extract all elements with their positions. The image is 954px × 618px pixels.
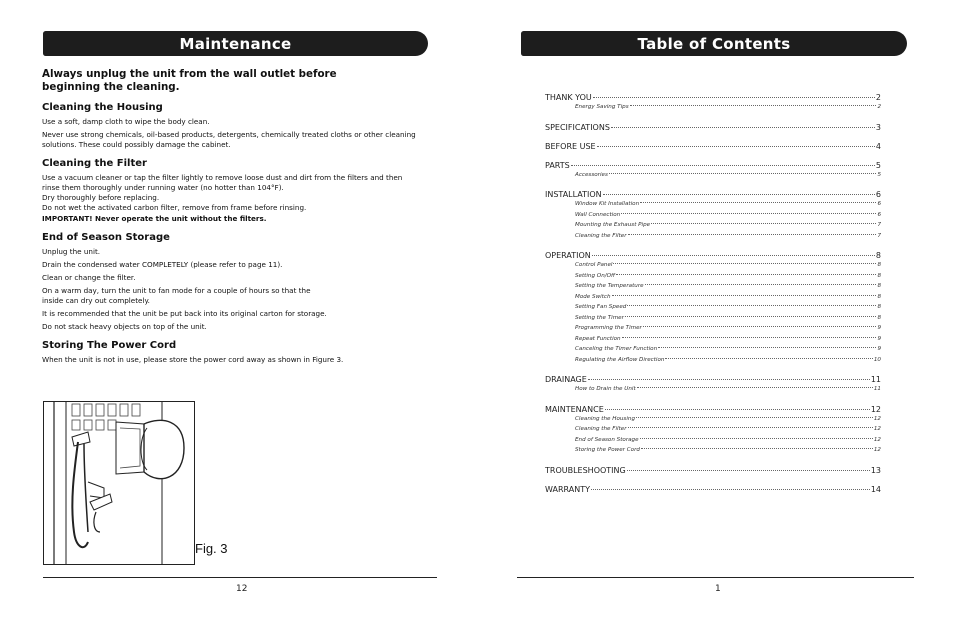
instruction-line: Drain the condensed water COMPLETELY (please refer to page 11). (42, 260, 283, 269)
toc-entry-page: 6 (877, 211, 881, 218)
instruction-line: Use a soft, damp cloth to wipe the body clean. (42, 117, 210, 126)
toc-entry-label: INSTALLATION (545, 190, 602, 199)
unplug-warning: Always unplug the unit from the wall outlet before beginning the cleaning. (42, 68, 337, 93)
toc-leader-dots (591, 489, 870, 490)
section-title: Cleaning the Filter (42, 158, 147, 169)
toc-leader-dots (613, 263, 876, 264)
toc-entry-page: 10 (873, 356, 881, 363)
toc-entry-label: Cleaning the Filter (575, 232, 627, 239)
toc-entry[interactable] (545, 283, 881, 294)
toc-entry-page: 5 (877, 171, 881, 178)
toc-entry[interactable] (545, 212, 881, 223)
toc-entry-label: Setting the Temperature (575, 283, 644, 289)
instruction-line: Unplug the unit. (42, 247, 101, 256)
instruction-line: On a warm day, turn the unit to fan mode for a couple of hours so that the inside can dry out completely. (42, 286, 311, 305)
toc-entry[interactable] (545, 123, 881, 134)
toc-entry-label: OPERATION (545, 251, 591, 260)
toc-entry[interactable] (545, 190, 881, 201)
footer-rule (43, 577, 437, 578)
toc-entry-page: 8 (877, 262, 881, 268)
toc-entry-label: THANK YOU (545, 93, 592, 102)
toc-entry-page: 11 (873, 386, 881, 392)
toc-entry-page: 12 (873, 415, 881, 422)
toc-leader-dots (621, 213, 876, 214)
toc-entry-label: BEFORE USE (545, 141, 596, 151)
section-title: Cleaning the Housing (42, 102, 163, 113)
toc-leader-dots (636, 417, 873, 418)
toc-entry-page: 13 (870, 465, 881, 475)
toc-entry-label: Energy Saving Tips (575, 104, 629, 110)
toc-entry-page: 8 (877, 293, 881, 300)
toc-entry[interactable] (545, 426, 881, 437)
toc-entry-page: 6 (875, 190, 881, 199)
page-number: 1 (715, 584, 721, 594)
toc-leader-dots (605, 409, 870, 410)
toc-entry-label: Control Panel (575, 262, 613, 268)
right-page (477, 0, 954, 618)
toc-entry-label: DRAINAGE (545, 375, 587, 384)
toc-entry[interactable] (545, 172, 881, 183)
toc-leader-dots (611, 127, 875, 128)
toc-entry[interactable] (545, 447, 881, 458)
power-cord-storage-figure (43, 401, 195, 565)
toc-entry[interactable] (545, 466, 881, 477)
toc-leader-dots (630, 105, 877, 106)
toc-entry-label: Cleaning the Housing (575, 415, 635, 422)
toc-entry-label: Setting the Timer (575, 314, 624, 321)
toc-entry[interactable] (545, 375, 881, 386)
toc-entry-page: 3 (875, 122, 881, 132)
toc-entry[interactable] (545, 161, 881, 172)
toc-entry-label: WARRANTY (545, 484, 590, 494)
toc-leader-dots (612, 295, 877, 296)
toc-entry-page: 11 (870, 375, 881, 384)
section-storing-power-cord (42, 340, 417, 365)
toc-entry-label: SPECIFICATIONS (545, 122, 610, 132)
toc-entry[interactable] (545, 294, 881, 305)
toc-entry-label: Mode Switch (575, 293, 611, 300)
toc-entry-label: Repeat Function (575, 335, 621, 342)
toc-leader-dots (627, 470, 870, 471)
toc-leader-dots (627, 305, 876, 306)
toc-entry-page: 8 (877, 314, 881, 321)
toc-entry-page: 7 (877, 232, 881, 239)
toc-entry[interactable] (545, 437, 881, 448)
toc-entry-label: Mounting the Exhaust Pipe (575, 222, 651, 228)
toc-leader-dots (640, 438, 873, 439)
toc-entry[interactable] (545, 325, 881, 336)
power-cord-illustration (44, 402, 194, 564)
toc-entry-page: 9 (877, 335, 881, 342)
toc-entry-label: TROUBLESHOOTING (545, 465, 626, 475)
toc-entry-page: 8 (877, 272, 881, 279)
toc-entry-page: 12 (873, 436, 881, 443)
toc-entry-label: Canceling the Timer Function (575, 346, 658, 352)
toc-leader-dots (588, 379, 870, 380)
toc-leader-dots (592, 255, 875, 256)
toc-entry[interactable] (545, 336, 881, 347)
toc-entry-label: Regulating the Airflow Direction (575, 356, 665, 363)
toc-entry-label: PARTS (545, 160, 570, 170)
toc-leader-dots (651, 223, 876, 224)
section-end-of-season-storage (42, 232, 417, 332)
toc-leader-dots (628, 427, 873, 428)
toc-entry-label: How to Drain the Unit (575, 386, 636, 392)
toc-leader-dots (593, 97, 875, 98)
toc-entry-page: 9 (877, 346, 881, 352)
toc-entry-page: 2 (877, 104, 881, 110)
toc-entry-page: 12 (870, 404, 881, 414)
toc-entry-page: 9 (877, 325, 881, 331)
toc-entry-label: Programming the Timer (575, 325, 642, 331)
toc-entry-page: 7 (877, 222, 881, 228)
maintenance-banner: Maintenance (43, 31, 428, 56)
toc-entry[interactable] (545, 201, 881, 212)
toc-entry-page: 8 (877, 283, 881, 289)
toc-entry-label: MAINTENANCE (545, 404, 604, 414)
toc-leader-dots (625, 316, 877, 317)
toc-leader-dots (622, 337, 877, 338)
toc-entry[interactable] (545, 273, 881, 284)
toc-entry-page: 14 (870, 484, 881, 494)
toc-entry[interactable] (545, 405, 881, 416)
table-of-contents-banner: Table of Contents (521, 31, 907, 56)
toc-entry[interactable] (545, 233, 881, 244)
instruction-line: It is recommended that the unit be put back into its original carton for storage. (42, 309, 327, 318)
toc-leader-dots (616, 274, 876, 275)
toc-entry-page: 8 (875, 251, 881, 260)
toc-entry-label: Storing the Power Cord (575, 447, 640, 453)
toc-leader-dots (640, 202, 876, 203)
toc-entry-page: 2 (875, 93, 881, 102)
page-number: 12 (236, 584, 248, 594)
instruction-line: Dry thoroughly before replacing. (42, 193, 160, 202)
section-title: Storing The Power Cord (42, 340, 177, 351)
toc-entry[interactable] (545, 416, 881, 427)
figure-label: Fig. 3 (195, 541, 228, 556)
toc-leader-dots (609, 173, 877, 174)
instruction-line: Do not stack heavy objects on top of the unit. (42, 322, 207, 331)
toc-leader-dots (603, 194, 875, 195)
toc-entry-page: 12 (873, 426, 881, 432)
instruction-line: Use a vacuum cleaner or tap the filter lightly to remove loose dust and dirt from the filters and then rinse them thoroughly under running water (no hotter than 104°F). (42, 173, 403, 192)
toc-entry[interactable] (545, 142, 881, 153)
section-cleaning-filter (42, 158, 417, 224)
toc-leader-dots (641, 448, 873, 449)
toc-entry[interactable] (545, 386, 881, 397)
instruction-line: Never use strong chemicals, oil-based products, detergents, chemically treated cloths or other cleaning solutions. These could possibly damage the cabinet. (42, 130, 416, 149)
toc-leader-dots (571, 165, 875, 166)
toc-entry-label: Accessories (575, 171, 608, 178)
toc-leader-dots (658, 347, 876, 348)
toc-leader-dots (665, 358, 872, 359)
toc-entry[interactable] (545, 304, 881, 315)
toc-leader-dots (643, 326, 877, 327)
toc-entry[interactable] (545, 485, 881, 496)
important-note: IMPORTANT! Never operate the unit without the filters. (42, 214, 267, 223)
instruction-line: When the unit is not in use, please store the power cord away as shown in Figure 3. (42, 355, 344, 364)
table-of-contents (545, 93, 881, 496)
section-cleaning-housing (42, 102, 417, 150)
toc-entry[interactable] (545, 222, 881, 233)
toc-entry-label: End of Season Storage (575, 436, 639, 443)
section-title: End of Season Storage (42, 232, 170, 243)
toc-entry[interactable] (545, 262, 881, 273)
toc-entry-label: Cleaning the Filter (575, 426, 627, 432)
toc-entry[interactable] (545, 93, 881, 104)
toc-entry-page: 6 (877, 201, 881, 207)
toc-entry-page: 5 (875, 160, 881, 170)
toc-entry[interactable] (545, 104, 881, 115)
toc-entry-label: Setting Fan Speed (575, 304, 627, 310)
toc-entry[interactable] (545, 346, 881, 357)
toc-entry-label: Wall Connection (575, 211, 621, 218)
toc-entry-page: 12 (873, 447, 881, 453)
toc-entry-page: 8 (877, 304, 881, 310)
instruction-line: Do not wet the activated carbon filter, remove from frame before rinsing. (42, 203, 307, 212)
maintenance-content (42, 68, 417, 368)
toc-entry-label: Window Kit Installation (575, 201, 640, 207)
footer-rule (517, 577, 914, 578)
toc-leader-dots (637, 387, 873, 388)
toc-leader-dots (597, 146, 875, 147)
toc-leader-dots (645, 284, 877, 285)
toc-entry[interactable] (545, 251, 881, 262)
toc-entry[interactable] (545, 357, 881, 368)
toc-leader-dots (628, 234, 877, 235)
instruction-line: Clean or change the filter. (42, 273, 136, 282)
toc-entry-label: Setting On/Off (575, 272, 616, 279)
toc-entry-page: 4 (875, 141, 881, 151)
toc-entry[interactable] (545, 315, 881, 326)
